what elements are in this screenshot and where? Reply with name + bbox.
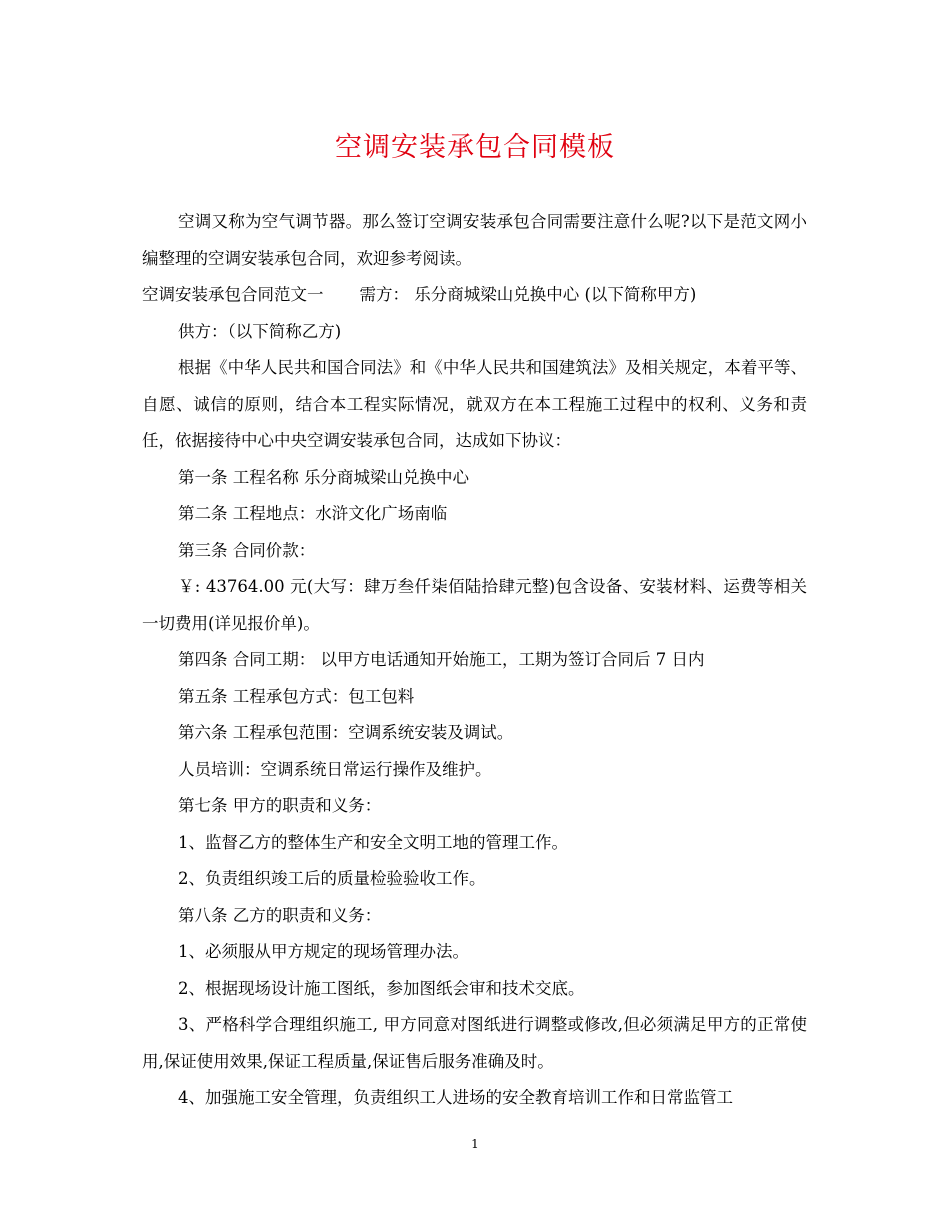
article-5: 第五条 工程承包方式：包工包料 [178,686,415,706]
parties-line [142,277,807,314]
article-6: 第六条 工程承包范围：空调系统安装及调试。 [178,723,514,742]
article-2: 第二条 工程地点：水浒文化广场南临 [178,504,448,523]
article-4: 第四条 合同工期： 以甲方电话通知开始施工，工期为签订合同后 7 日内 [178,650,705,669]
price-paragraph: ￥: 43764.00 元(大写：肆万叁仟柒佰陆拾肆元整)包含设备、安装材料、运费等相关一切费用(详见报价单)。 [142,577,807,633]
training-paragraph: 人员培训：空调系统日常运行操作及维护。 [178,759,492,779]
article-7: 第七条 甲方的职责和义务： [178,796,382,815]
article-8: 第八条 乙方的职责和义务： [178,905,382,925]
article-7-item-1: 1、监督乙方的整体生产和安全文明工地的管理工作。 [178,832,568,852]
article-8-item-4: 4、加强施工安全管理，负责组织工人进场的安全教育培训工作和日常监管工 [178,1088,733,1107]
article-1: 第一条 工程名称 乐分商城梁山兑换中心 [178,467,469,487]
preamble-paragraph: 根据《中华人民共和国合同法》和《中华人民共和国建筑法》及相关规定，本着平等、自愿、诚信的原则，结合本工程实际情况，就双方在本工程施工过程中的权利、义务和责任，依据接待中心中央空调安装承包合同，达成如下协议： [142,358,807,450]
sample-heading: 空调安装承包合同范文一 [142,285,324,304]
document-body [142,204,807,1117]
article-7-item-2: 2、负责组织竣工后的质量检验验收工作。 [178,869,486,888]
supply-party: 供方：（以下简称乙方) [178,321,342,341]
intro-paragraph: 空调又称为空气调节器。那么签订空调安装承包合同需要注意什么呢?以下是范文网小编整理的空调安装承包合同，欢迎参考阅读。 [142,212,807,268]
page-number: 1 [471,1137,479,1151]
document-title: 空调安装承包合同模板 [335,132,615,163]
article-3: 第三条 合同价款： [178,540,316,560]
article-8-item-1: 1、必须服从甲方规定的现场管理办法。 [178,942,469,961]
article-8-item-2: 2、根据现场设计施工图纸，参加图纸会审和技术交底。 [178,978,585,998]
article-8-item-3: 3、严格科学合理组织施工, 甲方同意对图纸进行调整或修改,但必须满足甲方的正常使用,保证使用效果,保证工程质量,保证售后服务准确及时。 [142,1015,807,1071]
demand-party: 需方： 乐分商城梁山兑换中心 (以下简称甲方) [359,285,697,304]
